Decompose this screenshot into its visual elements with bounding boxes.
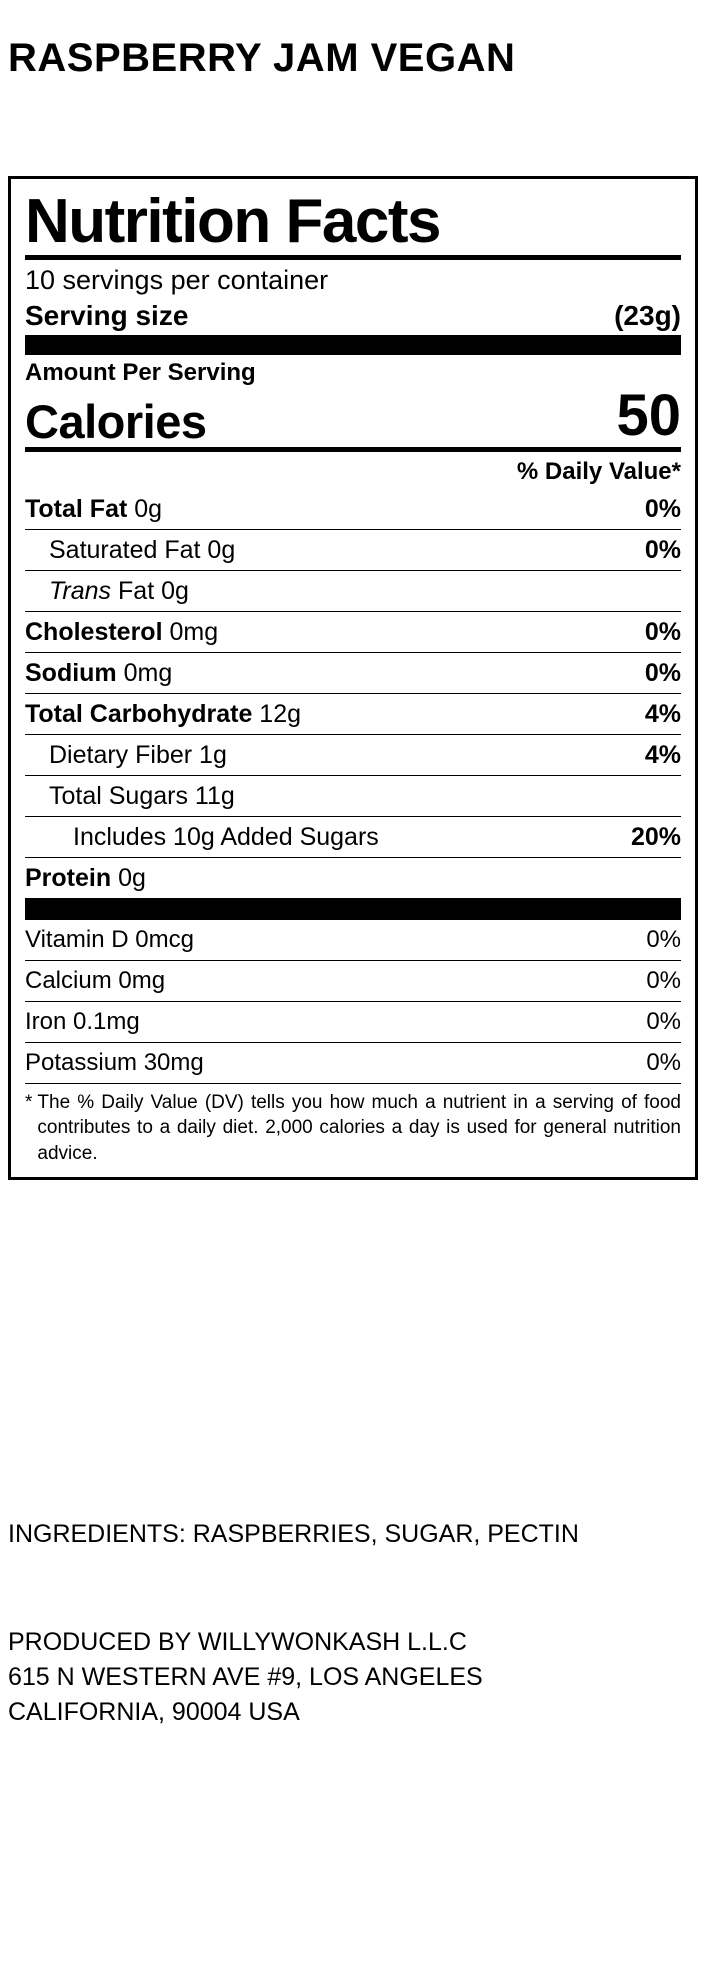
producer-name: PRODUCED BY WILLYWONKASH L.L.C [8,1628,467,1656]
nutrient-row-added-sugars [25,817,681,858]
vitamin-name: Calcium 0mg [25,966,166,994]
nutrient-row-dietary-fiber [25,735,681,776]
divider-thick-top [25,335,681,355]
nutrient-row-cholesterol [25,612,681,653]
vitamin-daily-value: 0% [646,1007,681,1035]
nutrient-amount: Fat 0g [118,576,189,605]
nutrition-facts-panel [8,176,698,1180]
nutrient-daily-value: 0% [644,617,681,646]
producer-block [8,1625,708,1730]
vitamin-daily-value: 0% [646,925,681,953]
vitamin-name: Iron 0.1mg [25,1007,140,1035]
nutrient-daily-value: 0% [644,535,681,564]
page-title: RASPBERRY JAM VEGAN [8,36,516,80]
daily-value-footnote [25,1084,681,1167]
vitamin-row-vitamin-d [25,920,681,961]
ingredients-text: INGREDIENTS: RASPBERRIES, SUGAR, PECTIN [8,1520,579,1548]
calories-label: Calories [25,394,207,448]
serving-size-value: (23g) [614,299,681,331]
nutrient-daily-value: 0% [644,494,681,523]
nutrient-name-bold: Cholesterol [25,617,163,646]
nutrient-row-trans-fat [25,571,681,612]
nutrient-name: Total Sugars 11g [49,781,235,810]
nutrient-name [25,864,146,893]
nutrient-name-bold: Total Carbohydrate [25,699,253,728]
vitamin-daily-value: 0% [646,966,681,994]
calories-row [25,382,681,448]
amount-per-serving-label: Amount Per Serving [25,358,256,386]
nutrient-row-total-fat [25,489,681,530]
nutrient-amount: 0mg [123,658,173,687]
nutrient-row-total-sugars [25,776,681,817]
vitamin-row-iron [25,1002,681,1043]
nutrient-row-total-carbohydrate [25,694,681,735]
vitamin-daily-value: 0% [646,1048,681,1076]
serving-size-row [25,300,681,335]
nutrient-daily-value: 4% [644,740,681,769]
vitamin-row-potassium [25,1043,681,1084]
servings-per-container: 10 servings per container [25,265,329,295]
vitamin-name: Potassium 30mg [25,1048,204,1076]
nutrient-name: Saturated Fat 0g [49,535,236,564]
daily-value-header: % Daily Value* [516,457,681,485]
nutrient-name [25,618,218,647]
nutrient-name [25,659,172,688]
nutrient-row-sodium [25,653,681,694]
nutrient-amount: 0g [118,863,146,892]
nutrient-daily-value: 4% [644,699,681,728]
vitamin-name: Vitamin D 0mcg [25,925,194,953]
vitamin-row-calcium [25,961,681,1002]
nutrient-name [25,495,162,524]
footnote-star: * [25,1091,33,1113]
nutrient-amount: 0mg [169,617,219,646]
nutrient-name [25,700,301,729]
nutrient-name-bold: Sodium [25,658,117,687]
nutrient-name-bold: Protein [25,863,112,892]
nutrient-name [49,577,189,606]
nutrient-row-protein [25,858,681,898]
serving-size-label: Serving size [25,299,189,331]
nutrient-name: Dietary Fiber 1g [49,740,227,769]
nutrient-name-bold: Total Fat [25,494,128,523]
nutrient-daily-value: 20% [630,822,681,851]
divider-thick-bottom [25,898,681,920]
footnote-text: The % Daily Value (DV) tells you how much a nutrient in a serving of food contributes to a daily diet. 2,000 calories a day is used for general nutrition advice. [37,1091,681,1165]
producer-address-line2: CALIFORNIA, 90004 USA [8,1698,300,1726]
nutrition-facts-title: Nutrition Facts [25,187,440,256]
nutrient-row-saturated-fat [25,530,681,571]
nutrient-name-italic: Trans [49,576,112,605]
nutrient-name: Includes 10g Added Sugars [73,822,379,851]
nutrient-amount: 0g [134,494,163,523]
producer-address-line1: 615 N WESTERN AVE #9, LOS ANGELES [8,1663,483,1691]
nutrient-amount: 12g [259,699,302,728]
calories-value: 50 [616,382,681,448]
nutrient-daily-value: 0% [644,658,681,687]
